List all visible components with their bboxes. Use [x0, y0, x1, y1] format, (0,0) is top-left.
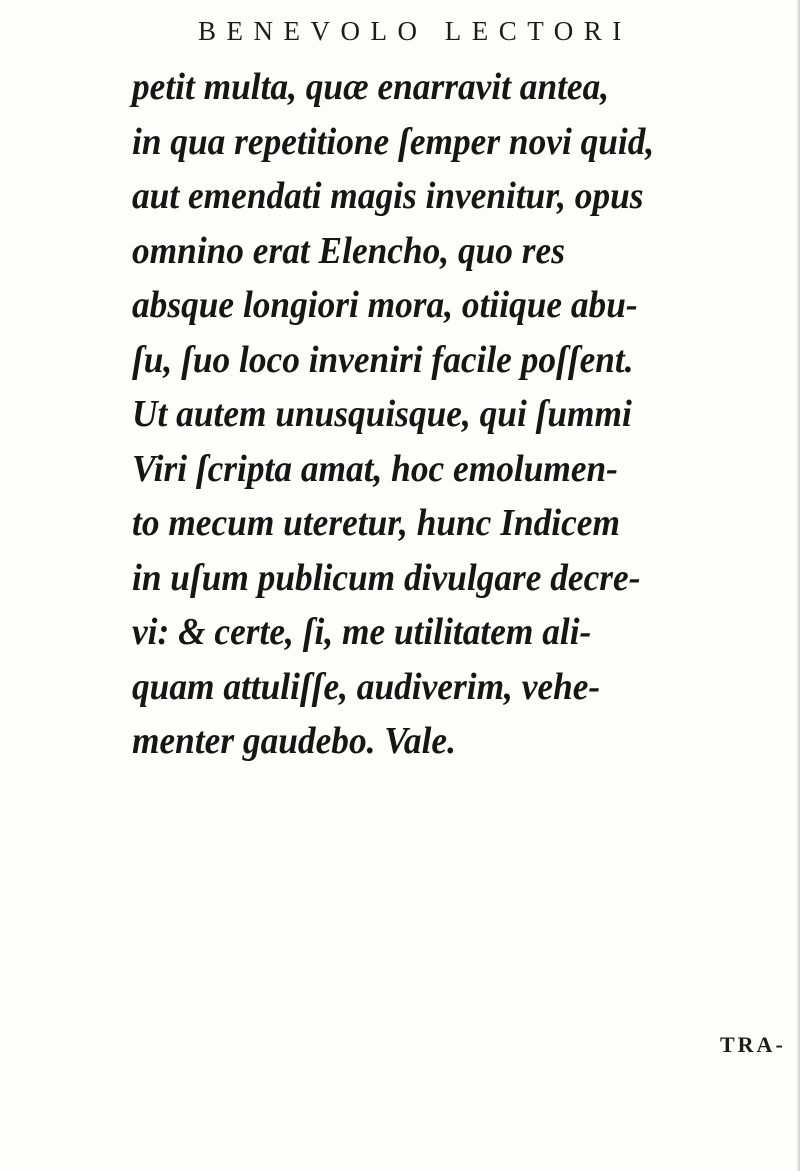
text-line: quam attuliſſe, audiverim, vehe-: [132, 665, 601, 708]
body-text: [132, 60, 772, 769]
text-line: absque longiori mora, otiique abu-: [132, 284, 638, 326]
running-head: BENEVOLO LECTORI: [198, 16, 632, 46]
text-line: Viri ſcripta amat, hoc emolumen-: [132, 447, 618, 490]
text-line: in uſum publicum divulgare decre-: [132, 556, 641, 599]
page-edge-shadow: [796, 0, 800, 1171]
text-line: to mecum uteretur, hunc Indicem: [132, 502, 620, 544]
text-line: petit multa, quæ enarravit antea,: [132, 66, 610, 108]
text-line: omnino erat Elencho, quo res: [132, 229, 565, 272]
text-line: menter gaudebo. Vale.: [132, 720, 456, 762]
text-line: vi: & certe, ſi, me utilitatem ali-: [132, 611, 592, 653]
text-line: Ut autem unusquisque, qui ſummi: [132, 393, 632, 435]
catchword: TRA-: [720, 1032, 786, 1057]
text-line: aut emendati magis invenitur, opus: [132, 175, 644, 217]
text-line: ſu, ſuo loco inveniri facile poſſent.: [132, 338, 634, 381]
text-line: in qua repetitione ſemper novi quid,: [132, 120, 655, 163]
